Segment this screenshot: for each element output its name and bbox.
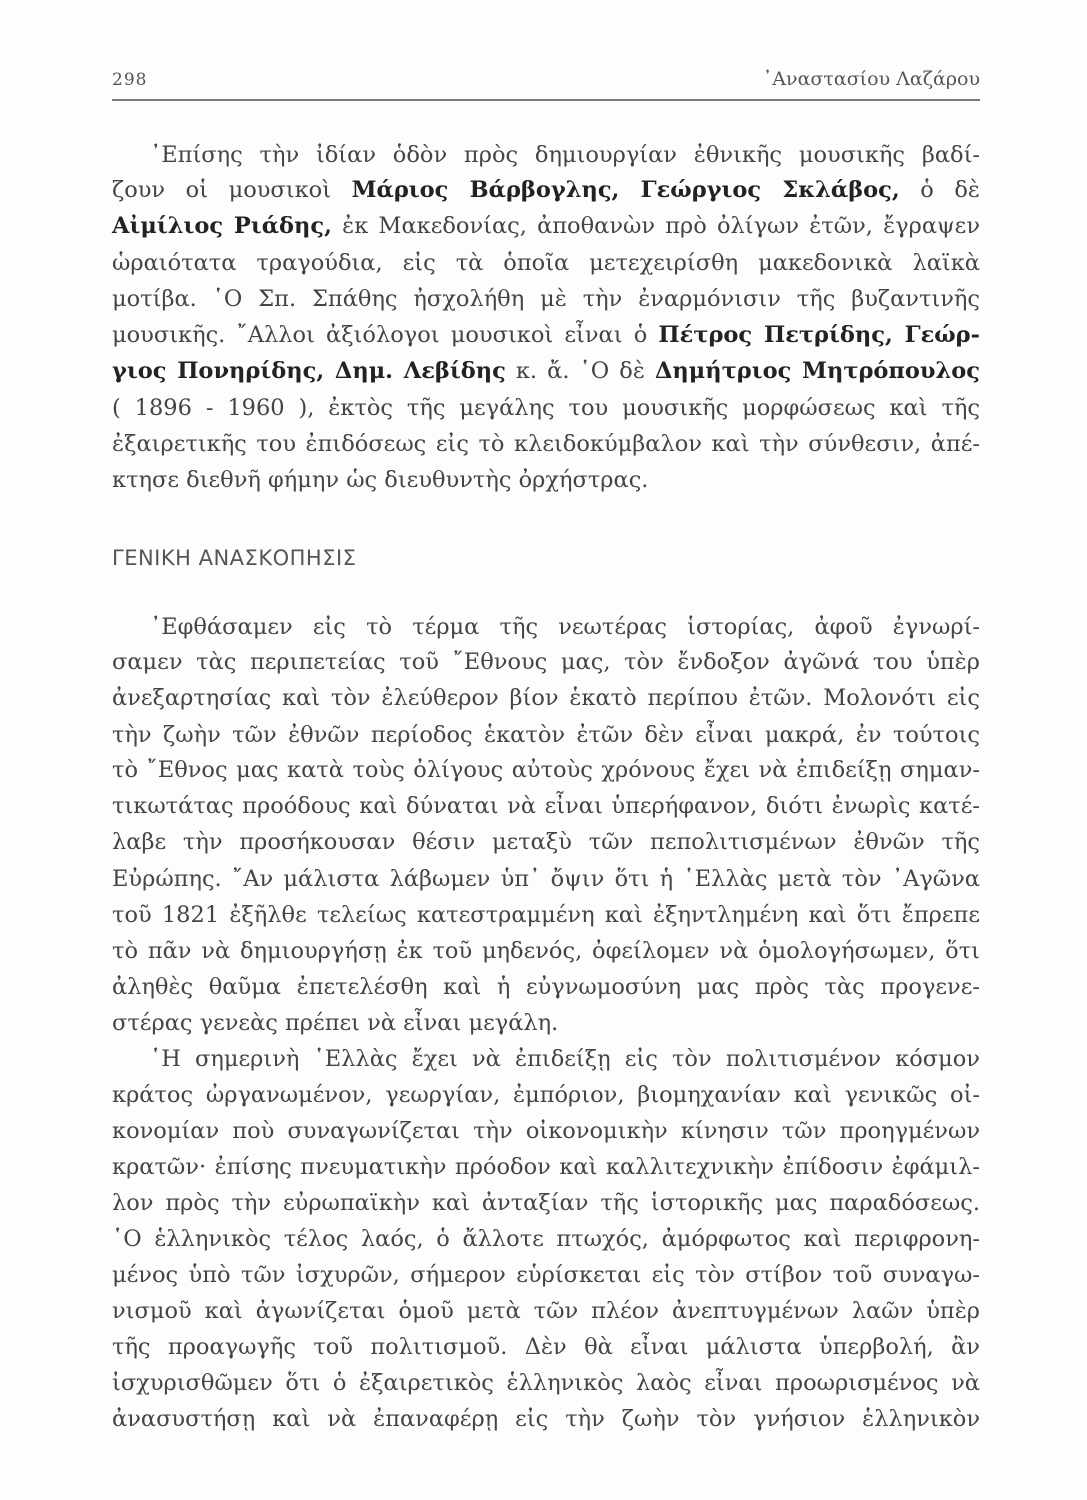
text-line: γιος Πονηρίδης, Δημ. Λεβίδης κ. ἄ. ῾Ο δὲ Δημήτριος Μητρόπουλος (112, 358, 980, 384)
text-line: ἀνεξαρτησίας καὶ τὸν ἐλεύθερον βίον ἑκατὸ περίπου ἐτῶν. Μολονότι εἰς (112, 685, 980, 711)
text-line: ἀνασυστήσῃ καὶ νὰ ἐπαναφέρῃ εἰς τὴν ζωὴν τὸν γνήσιον ἑλληνικὸν (112, 1406, 980, 1432)
text-line: κράτος ὠργανωμένον, γεωργίαν, ἐμπόριον, βιομηχανίαν καὶ γενικῶς οἰ- (112, 1082, 980, 1108)
text-line: Αἰμίλιος Ριάδης, ἐκ Μακεδονίας, ἀποθανὼν πρὸ ὀλίγων ἐτῶν, ἔγραψεν (112, 213, 980, 239)
text-line: ἰσχυρισθῶμεν ὅτι ὁ ἐξαιρετικὸς ἑλληνικὸς λαὸς εἶναι προωρισμένος νὰ (112, 1370, 980, 1396)
section-heading: ΓΕΝΙΚΗ ΑΝΑΣΚΟΠΗΣΙΣ (112, 546, 357, 570)
composer-name: Αἰμίλιος Ριάδης, (112, 213, 332, 239)
page-header (112, 66, 980, 96)
text-line: μοτίβα. ῾Ο Σπ. Σπάθης ἠσχολήθη μὲ τὴν ἐναρμόνισιν τῆς βυζαντινῆς (112, 286, 980, 312)
header-rule (112, 99, 980, 101)
text-line: μουσικῆς. ῎Αλλοι ἀξιόλογοι μουσικοὶ εἶναι ὁ Πέτρος Πετρίδης, Γεώρ- (112, 322, 980, 348)
composer-names: Πέτρος Πετρίδης, Γεώρ- (658, 322, 980, 348)
text-line: ( 1896 - 1960 ), ἐκτὸς τῆς μεγάλης του μουσικῆς μορφώσεως καὶ τῆς (112, 395, 980, 421)
composer-names: γιος Πονηρίδης, Δημ. Λεβίδης (112, 358, 506, 384)
composer-names: Μάριος Βάρβογλης, Γεώργιος Σκλάβος, (351, 177, 900, 203)
text-line: ᾿Επίσης τὴν ἰδίαν ὁδὸν πρὸς δημιουργίαν ἐθνικῆς μουσικῆς βαδί- (150, 142, 980, 168)
text-line: ᾿Εφθάσαμεν εἰς τὸ τέρμα τῆς νεωτέρας ἱστορίας, ἀφοῦ ἐγνωρί- (150, 614, 980, 640)
text-line: λον πρὸς τὴν εὐρωπαϊκὴν καὶ ἀνταξίαν τῆς ἱστορικῆς μας παραδόσεως. (112, 1190, 980, 1216)
text-line: ζουν οἱ μουσικοὶ Μάριος Βάρβογλης, Γεώργιος Σκλάβος, ὁ δὲ (112, 177, 980, 203)
running-head: ᾿Αναστασίου Λαζάρου (762, 68, 980, 90)
text-line: τὸ πᾶν νὰ δημιουργήσῃ ἐκ τοῦ μηδενός, ὀφείλομεν νὰ ὁμολογήσωμεν, ὅτι (112, 938, 980, 964)
text-line: νισμοῦ καὶ ἀγωνίζεται ὁμοῦ μετὰ τῶν πλέον ἀνεπτυγμένων λαῶν ὑπὲρ (112, 1298, 980, 1324)
text-line: ῾Ο ἑλληνικὸς τέλος λαός, ὁ ἄλλοτε πτωχός, ἀμόρφωτος καὶ περιφρονη- (112, 1226, 980, 1252)
text-line: λαβε τὴν προσήκουσαν θέσιν μεταξὺ τῶν πεπολιτισμένων ἐθνῶν τῆς (112, 829, 980, 855)
text-line: ἐξαιρετικῆς του ἐπιδόσεως εἰς τὸ κλειδοκύμβαλον καὶ τὴν σύνθεσιν, ἀπέ- (112, 431, 980, 457)
text-line: τῆς προαγωγῆς τοῦ πολιτισμοῦ. Δὲν θὰ εἶναι μάλιστα ὑπερβολή, ἂν (112, 1334, 980, 1360)
text-line: σαμεν τὰς περιπετείας τοῦ ῎Εθνους μας, τὸν ἔνδοξον ἀγῶνά του ὑπὲρ (112, 649, 980, 675)
text-line: Εὐρώπης. ῎Αν μάλιστα λάβωμεν ὑπ᾿ ὄψιν ὅτι ἡ ῾Ελλὰς μετὰ τὸν ᾿Αγῶνα (112, 866, 980, 892)
text-line: μένος ὑπὸ τῶν ἰσχυρῶν, σήμερον εὑρίσκεται εἰς τὸν στίβον τοῦ συναγω- (112, 1262, 980, 1288)
text-line: ἀληθὲς θαῦμα ἐπετελέσθη καὶ ἡ εὐγνωμοσύνη μας πρὸς τὰς προγενε- (112, 974, 980, 1000)
text-line: τὴν ζωὴν τῶν ἐθνῶν περίοδος ἑκατὸν ἐτῶν δὲν εἶναι μακρά, ἐν τούτοις (112, 722, 980, 748)
page-number: 298 (112, 70, 148, 90)
text-line: κονομίαν ποὺ συναγωνίζεται τὴν οἰκονομικὴν κίνησιν τῶν προηγμένων (112, 1118, 980, 1144)
text-line: τικωτάτας προόδους καὶ δύναται νὰ εἶναι ὑπερήφανον, διότι ἐνωρὶς κατέ- (112, 793, 980, 819)
composer-name: Δημήτριος Μητρόπουλος (654, 358, 980, 384)
text-line: τὸ ῎Εθνος μας κατὰ τοὺς ὀλίγους αὐτοὺς χρόνους ἔχει νὰ ἐπιδείξῃ σημαν- (112, 757, 980, 783)
text-line: ῾Η σημερινὴ ῾Ελλὰς ἔχει νὰ ἐπιδείξῃ εἰς τὸν πολιτισμένον κόσμον (150, 1046, 980, 1072)
text-line: κρατῶν· ἐπίσης πνευματικὴν πρόοδον καὶ καλλιτεχνικὴν ἐπίδοσιν ἐφάμιλ- (112, 1154, 980, 1180)
text-line: κτησε διεθνῆ φήμην ὡς διευθυντὴς ὀρχήστρας. (112, 467, 649, 493)
text-line: ὡραιότατα τραγούδια, εἰς τὰ ὁποῖα μετεχειρίσθη μακεδονικὰ λαϊκὰ (112, 250, 980, 276)
text-line: τοῦ 1821 ἐξῆλθε τελείως κατεστραμμένη καὶ ἐξηντλημένη καὶ ὅτι ἔπρεπε (112, 902, 980, 928)
text-line: στέρας γενεὰς πρέπει νὰ εἶναι μεγάλη. (112, 1010, 559, 1036)
